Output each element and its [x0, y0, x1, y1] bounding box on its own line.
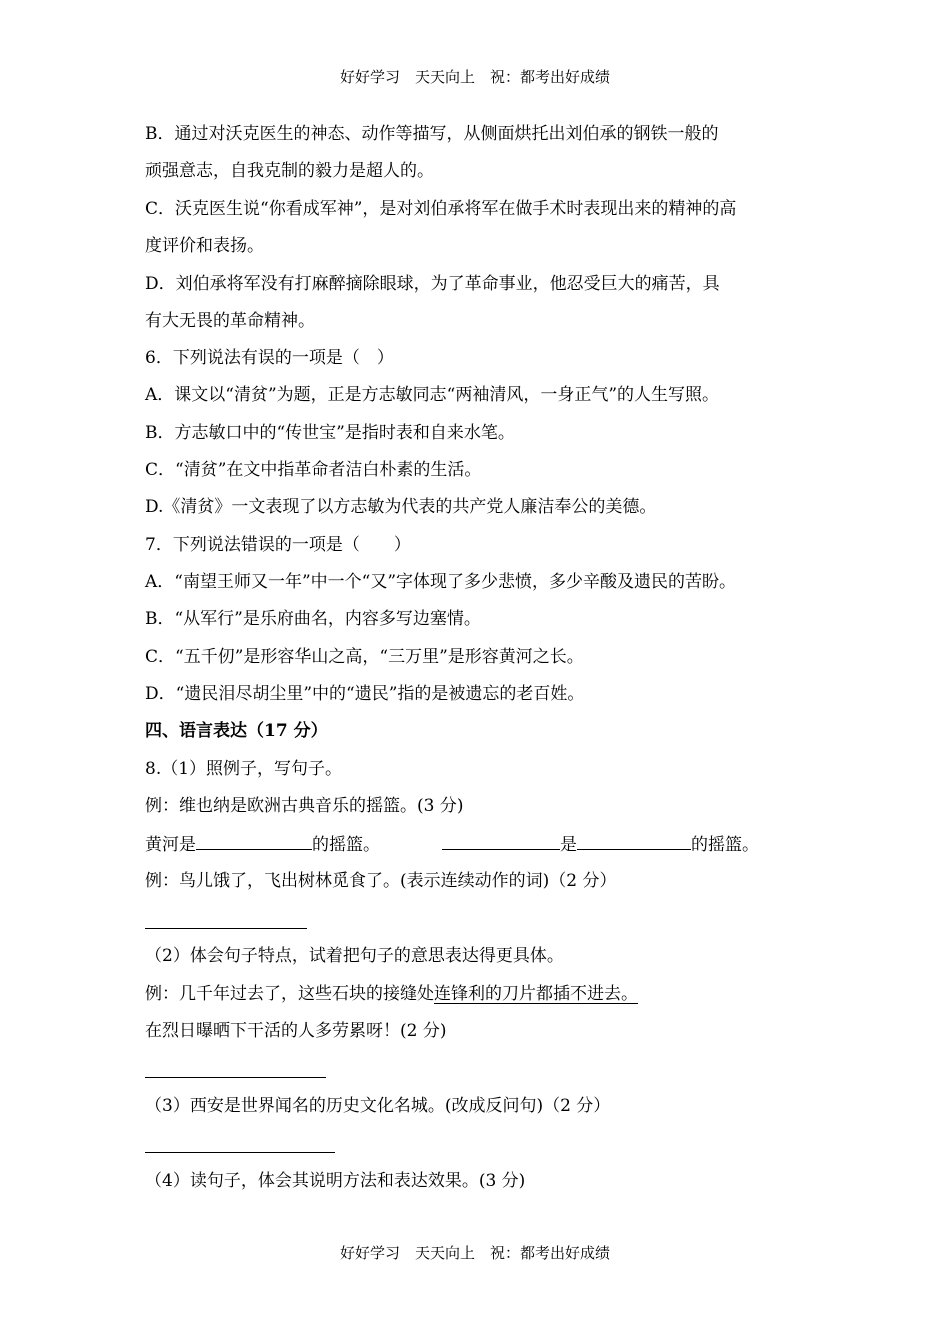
- q6-option-b: B．方志敏口中的“传世宝”是指时表和自来水笔。: [145, 423, 515, 443]
- answer-blank-2[interactable]: [442, 832, 560, 850]
- q5-option-c-line1: C．沃克医生说“你看成军神”，是对刘伯承将军在做手术时表现出来的精神的高: [145, 199, 737, 219]
- q8-part1-prompt: 8.（1）照例子，写句子。: [145, 759, 343, 779]
- q5-option-d-line2: 有大无畏的革命精神。: [145, 311, 315, 331]
- q7-option-c: C．“五千仞”是形容华山之高，“三万里”是形容黄河之长。: [145, 647, 584, 667]
- fill-middle: 是: [560, 835, 577, 855]
- fill-suffix-1: 的摇篮。: [312, 835, 380, 855]
- q7-option-b: B．“从军行”是乐府曲名，内容多写边塞情。: [145, 609, 481, 629]
- q8-part4-prompt: （4）读句子，体会其说明方法和表达效果。(3 分): [145, 1171, 526, 1191]
- q5-option-d-line1: D．刘伯承将军没有打麻醉摘除眼球，为了革命事业，他忍受巨大的痛苦，具: [145, 274, 720, 294]
- answer-line-1[interactable]: [145, 928, 307, 929]
- q7-option-d: D．“遗民泪尽胡尘里”中的“遗民”指的是被遗忘的老百姓。: [145, 684, 585, 704]
- section-4-heading: 四、语言表达（17 分）: [145, 721, 328, 741]
- page-header: 好好学习 天天向上 祝：都考出好成绩: [339, 68, 610, 86]
- answer-line-3[interactable]: [145, 1152, 335, 1153]
- q8-part2-prompt: （2）体会句子特点，试着把句子的意思表达得更具体。: [145, 946, 564, 966]
- q8-example-1: 例：维也纳是欧洲古典音乐的摇篮。(3 分): [145, 796, 464, 816]
- q6-option-a: A．课文以“清贫”为题，正是方志敏同志“两袖清风，一身正气”的人生写照。: [145, 385, 720, 405]
- fill-prefix: 黄河是: [145, 835, 196, 855]
- q5-option-b-line2: 顽强意志，自我克制的毅力是超人的。: [145, 161, 434, 181]
- q5-option-c-line2: 度评价和表扬。: [145, 236, 264, 256]
- q8-fill-in-row: [145, 832, 759, 856]
- q8-example-2: 例：鸟儿饿了，飞出树林觅食了。(表示连续动作的词)（2 分）: [145, 871, 617, 891]
- answer-blank-1[interactable]: [196, 832, 312, 850]
- fill-suffix-2: 的摇篮。: [691, 835, 759, 855]
- q8-example-3: [145, 983, 638, 1005]
- q8-part2-task: 在烈日曝晒下干活的人多劳累呀！(2 分): [145, 1021, 447, 1041]
- q6-option-d: D.《清贫》一文表现了以方志敏为代表的共产党人廉洁奉公的美德。: [145, 497, 657, 517]
- page-footer: 好好学习 天天向上 祝：都考出好成绩: [339, 1244, 610, 1262]
- q6-option-c: C．“清贫”在文中指革命者洁白朴素的生活。: [145, 460, 482, 480]
- q7-stem: 7．下列说法错误的一项是（ ）: [145, 535, 411, 555]
- example-3-text: 例：几千年过去了，这些石块的接缝处: [145, 984, 434, 1004]
- q7-option-a: A．“南望王师又一年”中一个“又”字体现了多少悲愤，多少辛酸及遗民的苦盼。: [145, 572, 737, 592]
- q5-option-b-line1: B．通过对沃克医生的神态、动作等描写，从侧面烘托出刘伯承的钢铁一般的: [145, 124, 719, 144]
- answer-line-2[interactable]: [145, 1077, 326, 1078]
- example-3-underlined: 连锋利的刀片都插不进去。: [434, 984, 638, 1004]
- answer-blank-3[interactable]: [577, 832, 691, 850]
- q6-stem: 6．下列说法有误的一项是（ ）: [145, 348, 394, 368]
- q8-part3-prompt: （3）西安是世界闻名的历史文化名城。(改成反问句)（2 分）: [145, 1096, 611, 1116]
